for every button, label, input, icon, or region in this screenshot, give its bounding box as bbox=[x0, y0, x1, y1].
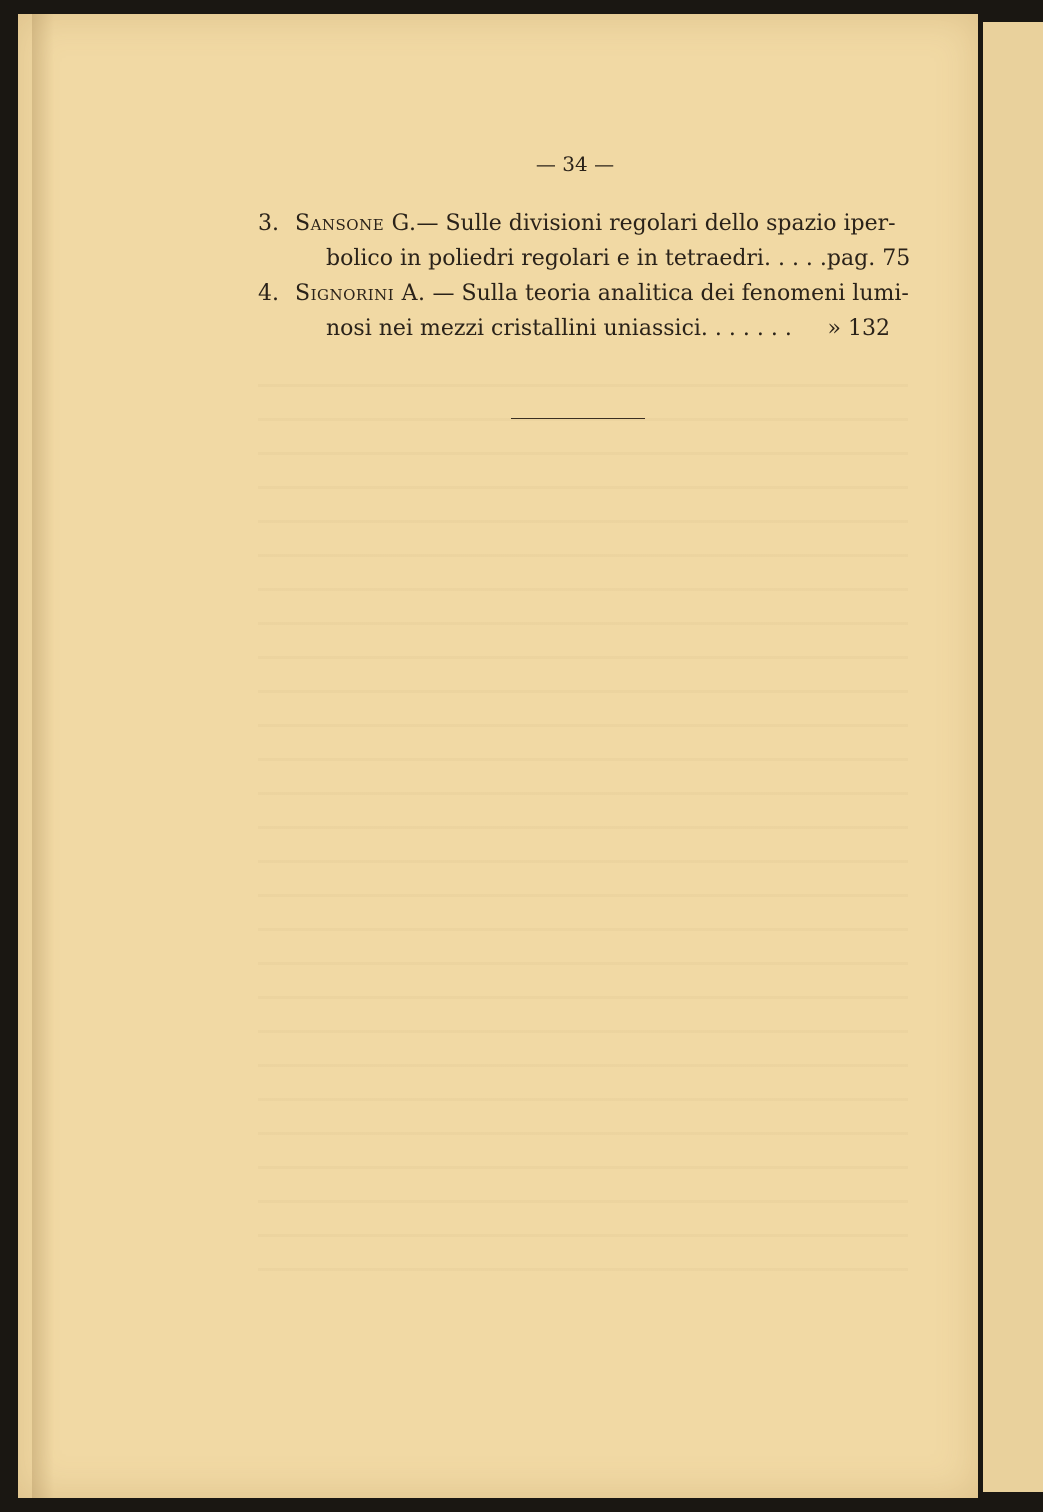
entry-number: 4. bbox=[258, 281, 279, 306]
entry-line bbox=[258, 206, 896, 241]
entry-line bbox=[258, 311, 890, 346]
entry-title: — Sulla teoria analitica dei fenomeni lumi- bbox=[425, 281, 909, 306]
entry-line bbox=[258, 241, 911, 276]
entry-author: Sansone G. bbox=[295, 211, 417, 236]
show-through-text bbox=[258, 384, 908, 1284]
entry-author: Signorini A. bbox=[295, 281, 426, 306]
index-entry bbox=[258, 276, 909, 346]
facing-page-edge bbox=[983, 22, 1043, 1492]
entry-title: — Sulle divisioni regolari dello spazio iper- bbox=[416, 211, 896, 236]
index-entry bbox=[258, 206, 911, 276]
entry-number: 3. bbox=[258, 211, 279, 236]
entry-title-continued: bolico in poliedri regolari e in tetraedri. . . . . bbox=[326, 246, 827, 271]
entry-line bbox=[258, 276, 909, 311]
section-rule bbox=[511, 418, 645, 419]
entry-page-ref: pag. 75 bbox=[826, 246, 911, 271]
entry-title-continued: nosi nei mezzi cristallini uniassici. . . . . . . bbox=[326, 316, 792, 341]
entry-page-ref: » 132 bbox=[827, 316, 890, 341]
page-number: — 34 — bbox=[535, 152, 615, 176]
